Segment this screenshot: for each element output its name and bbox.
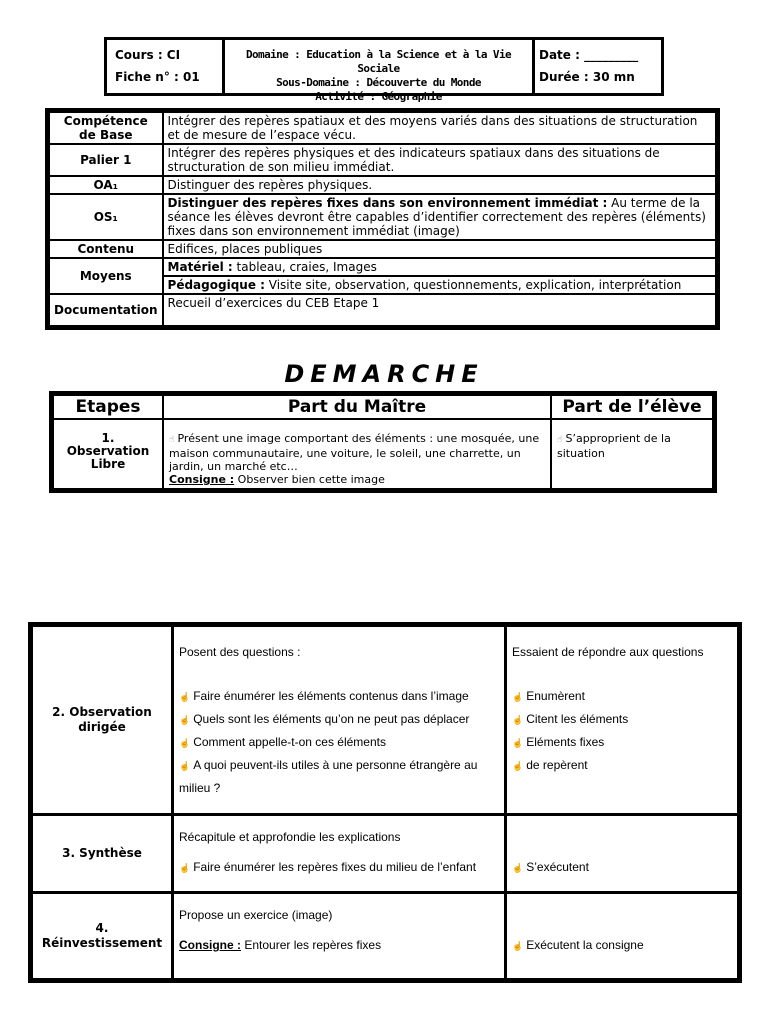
table-row xyxy=(31,625,740,815)
pedagogique-value xyxy=(163,276,718,294)
os-bold: Distinguer des repères fixes dans son environnement immédiat : xyxy=(167,196,608,210)
pedagogique-bold: Pédagogique : xyxy=(167,278,265,292)
maitre-cell xyxy=(173,893,506,981)
steps-table-1 xyxy=(49,391,717,493)
step-label: 2. Observation dirigée xyxy=(31,625,173,815)
pointing-hand-icon: ☝ xyxy=(512,941,524,951)
documentation-value: Recueil d’exercices du CEB Etape 1 xyxy=(163,294,718,328)
pointing-hand-icon: ☝ xyxy=(179,692,191,702)
eleve-cell xyxy=(506,625,740,815)
pedagogique-text: Visite site, observation, questionnements, explication, interprétation xyxy=(264,278,682,292)
list-item: ☝ Faire énumérer les éléments contenus dans l’image xyxy=(179,689,469,703)
header-course-cell xyxy=(107,40,225,93)
table-row xyxy=(31,893,740,981)
documentation-label: Documentation xyxy=(48,294,163,328)
table-row xyxy=(48,240,718,258)
palier-value: Intégrer des repères physiques et des indicateurs spatiaux dans des situations de structuration de son milieu immédiat. xyxy=(163,144,718,176)
contenu-label: Contenu xyxy=(48,240,163,258)
list-item: ☝ Quels sont les éléments qu’on ne peut pas déplacer xyxy=(179,712,470,726)
competence-label: Compétence de Base xyxy=(48,111,163,145)
header-maitre: Part du Maître xyxy=(163,394,551,420)
contenu-value: Edifices, places publiques xyxy=(163,240,718,258)
maitre-cell xyxy=(173,625,506,815)
step-label: 1. Observation Libre xyxy=(52,419,164,491)
pointing-hand-icon: ☝ xyxy=(179,738,191,748)
os-text: Au terme de la séance les élèves devront être capables d’identifier correctement des repères (éléments) fixes dans son environnement immédiat (image) xyxy=(167,196,706,238)
date-label: Date : _________ xyxy=(539,48,639,62)
materiel-value xyxy=(163,258,718,276)
table-row xyxy=(48,176,718,194)
course-label: Cours : CI xyxy=(115,48,181,62)
eleve-cell xyxy=(506,893,740,981)
consigne-line: Consigne : Entourer les repères fixes xyxy=(179,938,382,952)
demarche-title: DEMARCHE xyxy=(284,360,484,388)
table-row xyxy=(48,294,718,328)
pointing-hand-icon: ☝ xyxy=(512,761,524,771)
header-domain-cell xyxy=(225,40,535,103)
list-item: ☝ de repèrent xyxy=(512,758,588,772)
oa-label: OA₁ xyxy=(48,176,163,194)
maitre-intro: Propose un exercice (image) xyxy=(179,908,333,922)
moyens-label: Moyens xyxy=(48,258,163,294)
list-item: ☝ Comment appelle-t-on ces éléments xyxy=(179,735,386,749)
maitre-intro: Posent des questions : xyxy=(179,645,301,659)
list-item: ☝ Citent les éléments xyxy=(512,712,629,726)
pointing-hand-icon: ☝ xyxy=(512,738,524,748)
pointing-hand-icon: ☝ xyxy=(512,692,524,702)
list-item: ☝ Faire énumérer les repères fixes du milieu de l’enfant xyxy=(179,860,477,874)
step-label: 4. Réinvestissement xyxy=(31,893,173,981)
oa-value: Distinguer des repères physiques. xyxy=(163,176,718,194)
info-table xyxy=(45,108,720,330)
steps-table-2 xyxy=(28,622,742,983)
materiel-text: tableau, craies, Images xyxy=(232,260,377,274)
competence-value: Intégrer des repères spatiaux et des moyens variés dans des situations de structuration et de mesure de l’espace vécu. xyxy=(163,111,718,145)
table-header-row xyxy=(52,394,715,420)
duration-label: Durée : 30 mn xyxy=(539,70,635,84)
pointing-hand-icon: ☝ xyxy=(512,715,524,725)
table-row xyxy=(48,258,718,276)
table-row xyxy=(52,419,715,491)
maitre-cell xyxy=(163,419,551,491)
maitre-intro: Récapitule et approfondie les explications xyxy=(179,830,401,844)
header-date-cell xyxy=(535,40,661,93)
header-eleve: Part de l’élève xyxy=(551,394,715,420)
pointing-hand-icon: ☝ xyxy=(512,863,524,873)
palier-label: Palier 1 xyxy=(48,144,163,176)
materiel-bold: Matériel : xyxy=(167,260,233,274)
os-value xyxy=(163,194,718,240)
table-row xyxy=(48,111,718,145)
header-etapes: Etapes xyxy=(52,394,164,420)
fiche-label: Fiche n° : 01 xyxy=(115,70,200,84)
header-box xyxy=(104,37,664,103)
domain-label: Domaine : Education à la Science et à la Vie Sociale xyxy=(246,48,511,75)
table-row xyxy=(48,144,718,176)
pointing-hand-icon: ☝ xyxy=(557,435,563,445)
consigne-label: Consigne : xyxy=(169,473,235,486)
eleve-cell xyxy=(506,815,740,893)
eleve-cell xyxy=(551,419,715,491)
list-item: ☝ Enumèrent xyxy=(512,689,585,703)
pointing-hand-icon: ☝ xyxy=(179,715,191,725)
consigne-text: Observer bien cette image xyxy=(234,473,385,486)
list-item: ☝ Exécutent la consigne xyxy=(512,938,644,952)
table-row xyxy=(48,194,718,240)
pointing-hand-icon: ☝ xyxy=(179,863,191,873)
activity-label: Activité : Géographie xyxy=(315,90,442,103)
subdomain-label: Sous-Domaine : Découverte du Monde xyxy=(276,76,481,89)
eleve-intro: Essaient de répondre aux questions xyxy=(512,645,704,659)
step-label: 3. Synthèse xyxy=(31,815,173,893)
maitre-cell xyxy=(173,815,506,893)
maitre-text: Présent une image comportant des éléments : une mosquée, une maison communautaire, une voiture, le soleil, une charrette, un jardin, un marché etc… xyxy=(169,432,540,473)
list-item: ☝ S’exécutent xyxy=(512,860,589,874)
table-row xyxy=(31,815,740,893)
list-item: ☝ Eléments fixes xyxy=(512,735,605,749)
os-label: OS₁ xyxy=(48,194,163,240)
eleve-text: S’approprient de la situation xyxy=(557,432,671,460)
pointing-hand-icon: ☝ xyxy=(179,761,191,771)
list-item: ☝ A quoi peuvent-ils utiles à une personne étrangère au milieu ? xyxy=(179,758,478,795)
pointing-hand-icon: ☝ xyxy=(169,435,175,445)
